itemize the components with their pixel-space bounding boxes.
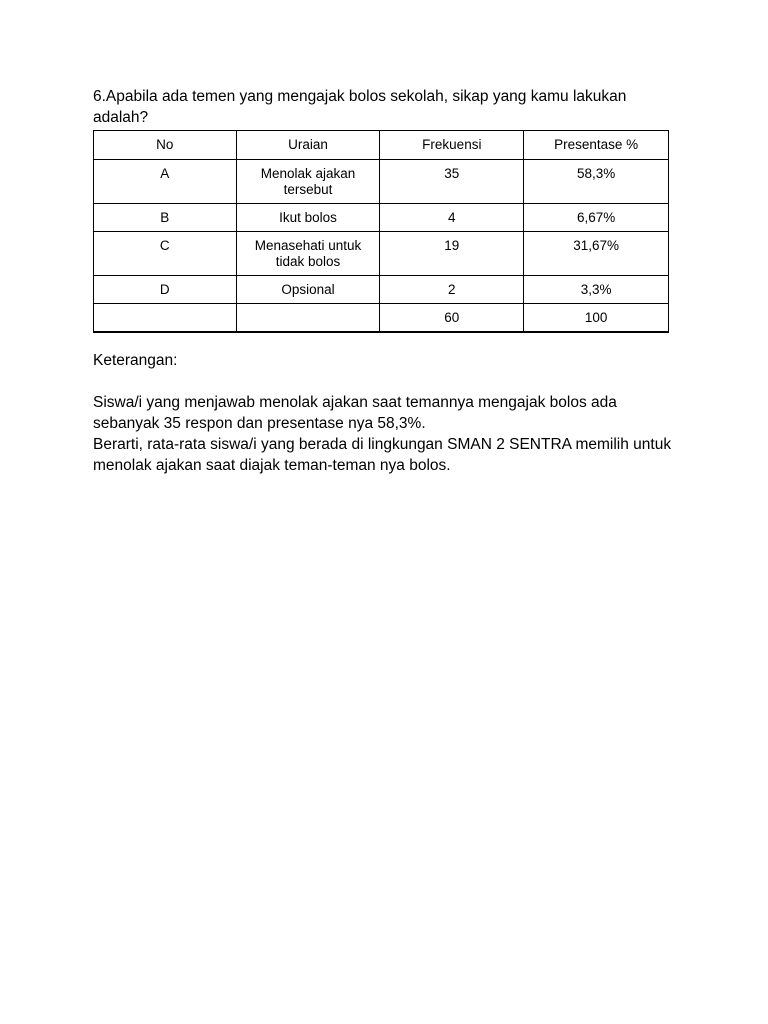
table-row xyxy=(94,204,669,232)
cell-uraian: Ikut bolos xyxy=(236,204,380,232)
table-row xyxy=(94,160,669,204)
cell-no: B xyxy=(94,204,237,232)
table-total-row xyxy=(94,304,669,333)
cell-uraian xyxy=(236,304,380,333)
cell-presentase: 3,3% xyxy=(524,276,669,304)
cell-no: D xyxy=(94,276,237,304)
table-row xyxy=(94,232,669,276)
header-uraian: Uraian xyxy=(236,131,380,160)
cell-frekuensi-total: 60 xyxy=(380,304,524,333)
cell-frekuensi: 2 xyxy=(380,276,524,304)
cell-presentase: 6,67% xyxy=(524,204,669,232)
cell-frekuensi: 35 xyxy=(380,160,524,204)
cell-frekuensi: 19 xyxy=(380,232,524,276)
frequency-table xyxy=(93,130,669,333)
table-row xyxy=(94,276,669,304)
cell-presentase: 58,3% xyxy=(524,160,669,204)
explanation-paragraph-2: Berarti, rata-rata siswa/i yang berada di lingkungan SMAN 2 SENTRA memilih untuk menolak ajakan saat diajak teman-teman nya bolos. xyxy=(93,436,672,474)
question-text: 6.Apabila ada temen yang mengajak bolos sekolah, sikap yang kamu lakukan adalah? xyxy=(93,88,627,126)
header-presentase: Presentase % xyxy=(524,131,669,160)
header-frekuensi: Frekuensi xyxy=(380,131,524,160)
cell-no: C xyxy=(94,232,237,276)
cell-uraian: Menolak ajakan tersebut xyxy=(236,160,380,204)
cell-frekuensi: 4 xyxy=(380,204,524,232)
cell-no xyxy=(94,304,237,333)
cell-uraian: Menasehati untuk tidak bolos xyxy=(236,232,380,276)
cell-presentase: 31,67% xyxy=(524,232,669,276)
keterangan-label: Keterangan: xyxy=(93,352,178,369)
cell-presentase-total: 100 xyxy=(524,304,669,333)
cell-uraian: Opsional xyxy=(236,276,380,304)
cell-no: A xyxy=(94,160,237,204)
document-page xyxy=(93,86,679,476)
table-header-row xyxy=(94,131,669,160)
header-no: No xyxy=(94,131,237,160)
explanation-paragraph-1: Siswa/i yang menjawab menolak ajakan saat temannya mengajak bolos ada sebanyak 35 respon dan presentase nya 58,3%. xyxy=(93,394,617,432)
